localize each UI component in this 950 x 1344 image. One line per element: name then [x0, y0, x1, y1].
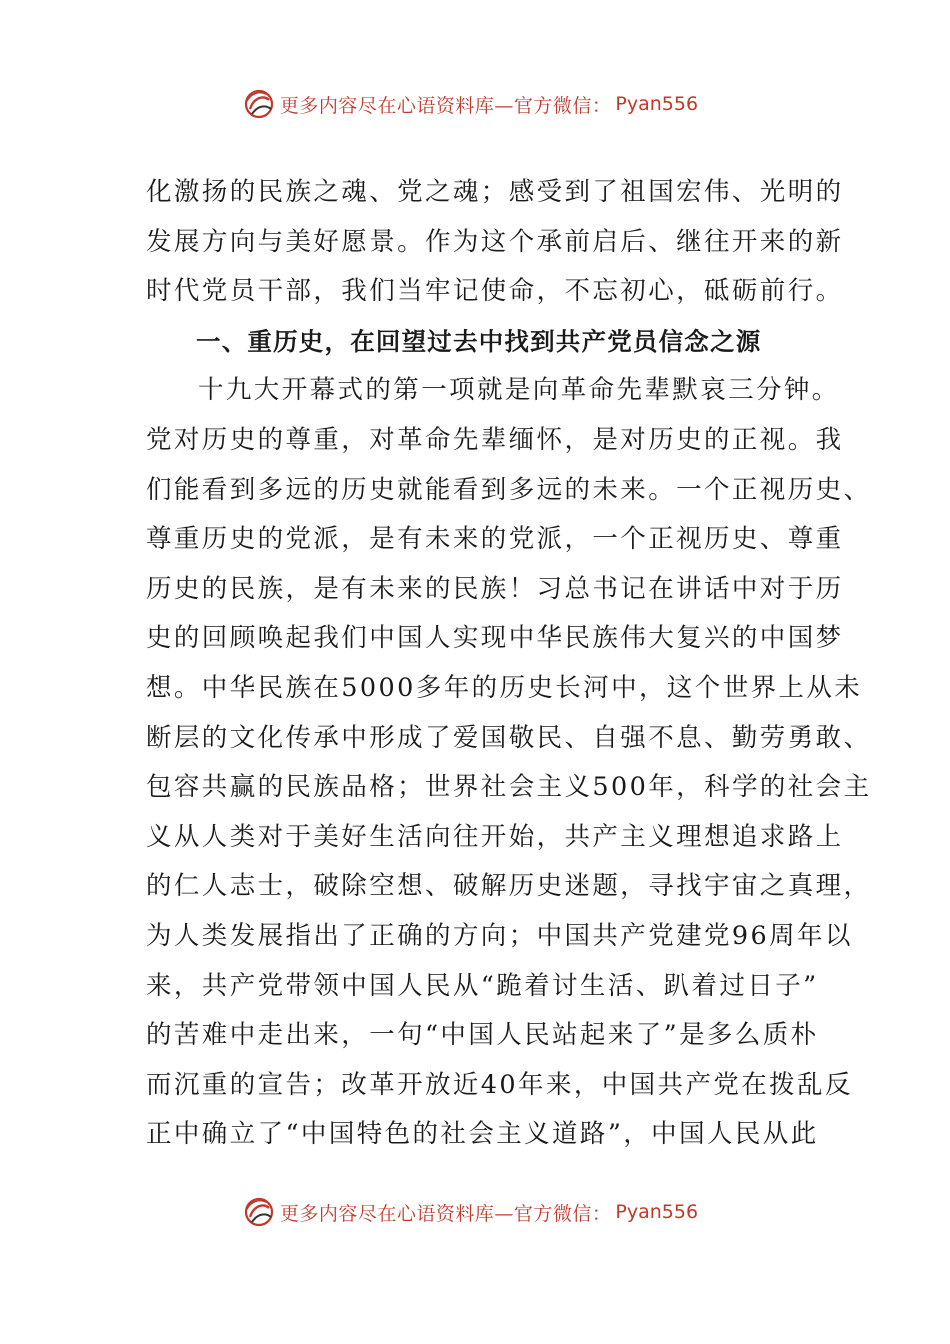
footer-banner-content — [242, 1195, 698, 1229]
body-line: 化激扬的民族之魂、党之魂；感受到了祖国宏伟、光明的 — [146, 177, 844, 207]
section-line: 为人类发展指出了正确的方向；中国共产党建党96周年以 — [146, 920, 853, 951]
section-line: 尊重历史的党派，是有未来的党派，一个正视历史、尊重 — [146, 524, 844, 555]
section-line: 们能看到多远的历史就能看到多远的未来。一个正视历史、 — [146, 474, 872, 505]
section-line: 正中确立了“中国特色的社会主义道路”，中国人民从此 — [146, 1119, 819, 1150]
swirl-logo-icon — [242, 1195, 276, 1229]
document-body — [146, 168, 872, 1160]
footer-banner — [0, 1190, 950, 1234]
section-line: 的苦难中走出来，一句“中国人民站起来了”是多么质朴 — [146, 1020, 819, 1051]
section-line: 断层的文化传承中形成了爱国敬民、自强不息、勤劳勇敢、 — [146, 722, 872, 753]
section-line: 来，共产党带领中国人民从“跪着讨生活、趴着过日子” — [146, 970, 819, 1001]
header-banner — [0, 82, 950, 126]
banner-slogan: 更多内容尽在心语资料库—官方微信： — [279, 94, 612, 117]
section-line: 想。中华民族在5000多年的历史长河中，这个世界上从未 — [146, 672, 863, 703]
header-banner-content — [242, 87, 698, 121]
section-line: 十九大开幕式的第一项就是向革命先辈默哀三分钟。 — [198, 375, 840, 406]
section-line: 包容共赢的民族品格；世界社会主义500年，科学的社会主 — [146, 772, 872, 803]
banner-wechat-id: Pyan556 — [615, 1201, 699, 1223]
body-line: 时代党员干部，我们当牢记使命，不忘初心，砥砺前行。 — [146, 276, 844, 307]
section-line: 义从人类对于美好生活向往开始，共产主义理想追求路上 — [146, 821, 844, 852]
section-line: 党对历史的尊重，对革命先辈缅怀，是对历史的正视。我 — [146, 424, 844, 455]
section-line: 史的回顾唤起我们中国人实现中华民族伟大复兴的中国梦 — [146, 623, 844, 654]
body-line: 发展方向与美好愿景。作为这个承前启后、继往开来的新 — [146, 226, 844, 257]
banner-wechat-id: Pyan556 — [615, 93, 699, 115]
section-heading: 一、重历史，在回望过去中找到共产党员信念之源 — [196, 326, 762, 356]
swirl-logo-icon — [242, 87, 276, 121]
section-line: 历史的民族，是有未来的民族！习总书记在讲话中对于历 — [146, 573, 844, 604]
section-line: 的仁人志士，破除空想、破解历史迷题，寻找宇宙之真理， — [146, 871, 872, 902]
banner-slogan: 更多内容尽在心语资料库—官方微信： — [279, 1202, 612, 1225]
section-line: 而沉重的宣告；改革开放近40年来，中国共产党在拨乱反 — [146, 1069, 853, 1100]
